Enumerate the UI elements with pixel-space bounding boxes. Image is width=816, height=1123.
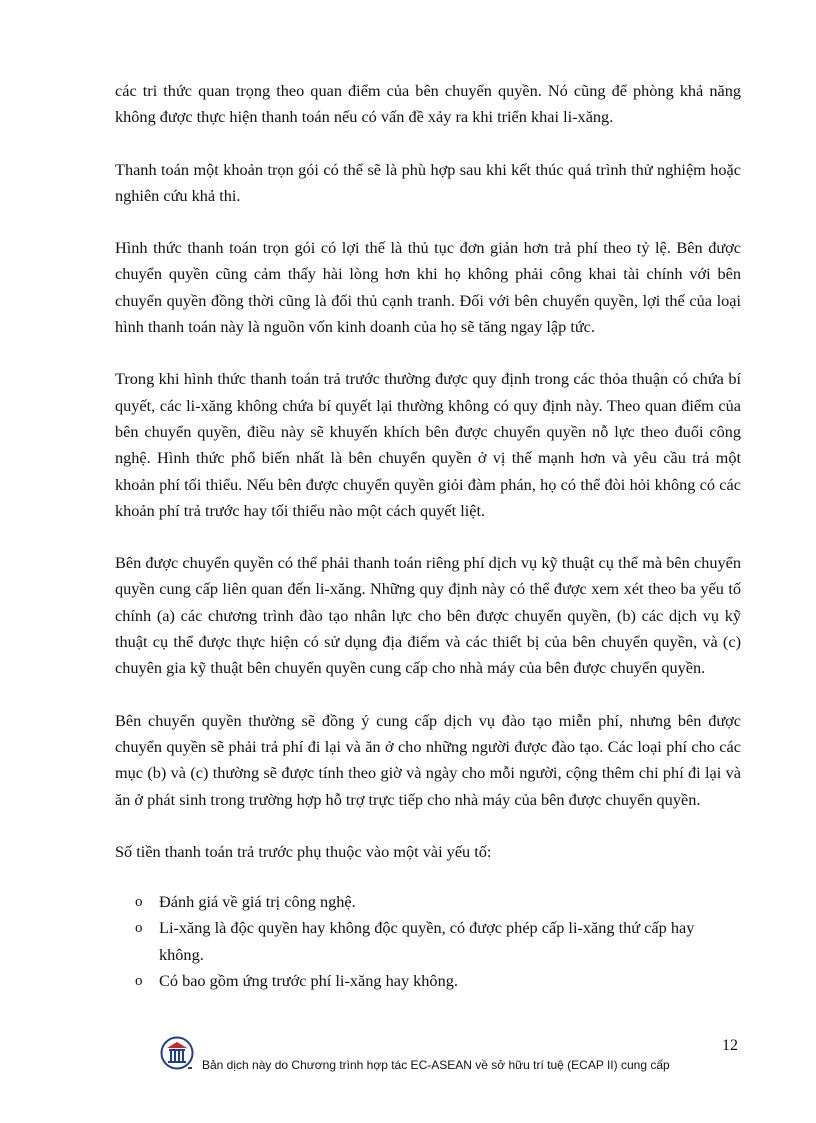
paragraph-3: Hình thức thanh toán trọn gói có lợi thế là thủ tục đơn giản hơn trả phí theo tỷ lệ. Bên được chuyển quyền cũng cảm thấy hài lòng hơn khi họ không phải công khai tài chính với bên chuyển quyền đồng thời cũng là đối thủ cạnh tranh. Đối với bên chuyển quyền, lợi thế của loại hình thanh toán này là nguồn vốn kinh doanh của họ sẽ tăng ngay lập tức.	[115, 238, 741, 337]
list-item	[115, 968, 741, 994]
bullet-list	[115, 889, 741, 994]
paragraph-4: Trong khi hình thức thanh toán trả trước thường được quy định trong các thỏa thuận có chứa bí quyết, các li-xăng không chứa bí quyết lại thường không có quy định này. Theo quan điểm của bên chuyển quyền, điều này sẽ khuyến khích bên được chuyển quyền nỗ lực theo đuổi công nghệ. Hình thức phổ biến nhất là bên chuyển quyền ở vị thế mạnh hơn và yêu cầu trả một khoản phí tối thiểu. Nếu bên được chuyển quyền giỏi đàm phán, họ có thể đòi hỏi không có các khoản phí trả trước hay tối thiểu nào một cách quyết liệt.	[115, 369, 741, 520]
page-footer	[160, 1036, 700, 1076]
bullet-marker: o	[135, 894, 143, 911]
list-item-text: Li-xăng là độc quyền hay không độc quyền, có được phép cấp li-xăng thứ cấp hay không.	[159, 918, 695, 964]
list-item-text: Đánh giá về giá trị công nghệ.	[159, 892, 356, 912]
page-number: 12	[722, 1037, 738, 1054]
paragraph-1: các tri thức quan trọng theo quan điểm của bên chuyển quyền. Nó cũng để phòng khả năng không được thực hiện thanh toán nếu có vấn đề xảy ra khi triển khai li-xăng.	[115, 81, 741, 127]
paragraph-6: Bên chuyển quyền thường sẽ đồng ý cung cấp dịch vụ đào tạo miễn phí, nhưng bên được chuyển quyền sẽ phải trả phí đi lại và ăn ở cho những người được đào tạo. Các loại phí cho các mục (b) và (c) thường sẽ được tính theo giờ và ngày cho mỗi người, cộng thêm chi phí đi lại và ăn ở phát sinh trong trường hợp hỗ trợ trực tiếp cho nhà máy của bên được chuyển quyền.	[115, 710, 741, 809]
list-item	[115, 915, 741, 968]
paragraph-7: Số tiền thanh toán trả trước phụ thuộc vào một vài yếu tố:	[115, 841, 492, 861]
paragraph-2: Thanh toán một khoản trọn gói có thể sẽ là phù hợp sau khi kết thúc quá trình thử nghiệm hoặc nghiên cứu khả thi.	[115, 159, 741, 205]
list-item-text: Có bao gồm ứng trước phí li-xăng hay không.	[159, 971, 458, 991]
bullet-marker: o	[135, 920, 143, 937]
ecap-logo-icon	[160, 1036, 194, 1070]
paragraph-5: Bên được chuyển quyền có thể phải thanh toán riêng phí dịch vụ kỹ thuật cụ thể mà bên chuyển quyền cung cấp liên quan đến li-xăng. Những quy định này có thể được xem xét theo ba yếu tố chính (a) các chương trình đào tạo nhân lực cho bên được chuyển quyền, (b) các dịch vụ kỹ thuật cụ thể được thực hiện có sử dụng địa điểm và các thiết bị của bên chuyển quyền, và (c) chuyên gia kỹ thuật bên chuyển quyền cung cấp cho nhà máy của bên được chuyển quyền.	[115, 553, 741, 678]
list-item	[115, 889, 741, 915]
footer-text: Bản dịch này do Chương trình hợp tác EC-ASEAN về sở hữu trí tuệ (ECAP II) cung cấp	[202, 1058, 670, 1072]
bullet-marker: o	[135, 973, 143, 990]
logo-accent	[188, 1067, 192, 1069]
document-body	[115, 78, 741, 994]
